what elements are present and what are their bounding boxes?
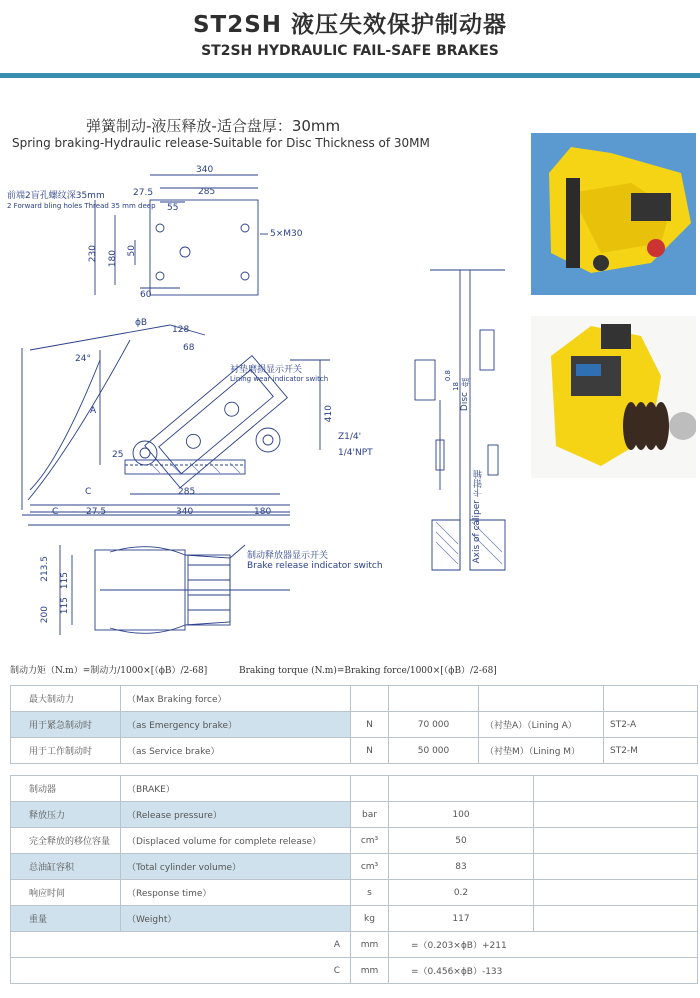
row-label-cn: 释放压力 bbox=[11, 802, 121, 828]
row-unit: cm³ bbox=[351, 828, 389, 854]
row-label-en: （Total cylinder volume） bbox=[121, 854, 351, 880]
row-label-cn: 响应时间 bbox=[11, 880, 121, 906]
holes-label-en: 2 Forward bling holes Thread 35 mm deep bbox=[7, 202, 156, 210]
row-unit: kg bbox=[351, 906, 389, 932]
row-lining: （衬垫A）（Lining A） bbox=[479, 712, 604, 738]
product-photo-top bbox=[531, 133, 696, 295]
dim-c: C bbox=[85, 487, 92, 497]
row-value: 0.2 bbox=[389, 880, 534, 906]
dim-285b: 285 bbox=[178, 487, 196, 497]
page-title: ST2SH 液压失效保护制动器 bbox=[192, 12, 508, 38]
row-value bbox=[389, 776, 534, 802]
row-label-en: （as Service brake） bbox=[121, 738, 351, 764]
axis-label-cn: 卡钳轴 bbox=[474, 470, 484, 497]
torque-formula bbox=[10, 663, 497, 676]
product-photo-bottom bbox=[531, 316, 696, 478]
disc-label-en: Disc bbox=[460, 392, 470, 412]
dim-a: A bbox=[90, 406, 97, 416]
dim-0-8: 0.8 bbox=[444, 370, 452, 382]
torque-formula-en: Braking torque (N.m)=Braking force/1000×[（ϕB）/2-68] bbox=[239, 666, 497, 676]
row-label-cn: 制动器 bbox=[11, 776, 121, 802]
disc-label-cn: 盘 bbox=[462, 378, 472, 387]
bottom-dim-c: C bbox=[52, 507, 59, 517]
table-row bbox=[11, 828, 698, 854]
row-label-cn: 完全释放的移位容量 bbox=[11, 828, 121, 854]
row-label-cn: 重量 bbox=[11, 906, 121, 932]
dim-55: 55 bbox=[167, 203, 179, 213]
dim-50: 50 bbox=[127, 245, 137, 257]
table-row bbox=[11, 686, 698, 712]
bottom-dim-minus: - bbox=[72, 507, 76, 517]
dim-230: 230 bbox=[88, 245, 98, 263]
row-unit bbox=[351, 776, 389, 802]
formula-unit-a: mm bbox=[351, 932, 389, 958]
dim-128: 128 bbox=[172, 325, 190, 335]
top-view-plate bbox=[150, 200, 258, 295]
row-model: ST2-A bbox=[604, 712, 698, 738]
row-label-cn: 用于紧急制动时 bbox=[11, 712, 121, 738]
title-divider bbox=[0, 73, 700, 78]
row-value: 50 000 bbox=[389, 738, 479, 764]
row-unit: N bbox=[351, 712, 389, 738]
bottom-dim-180: 180 bbox=[254, 507, 272, 517]
table-row bbox=[11, 712, 698, 738]
braking-force-table bbox=[10, 685, 698, 764]
row-value: 117 bbox=[389, 906, 534, 932]
row-value: 100 bbox=[389, 802, 534, 828]
row-model: ST2-M bbox=[604, 738, 698, 764]
table-row bbox=[11, 776, 698, 802]
dim-27-5: 27.5 bbox=[133, 188, 154, 198]
dim-213-5: 213.5 bbox=[40, 556, 50, 582]
row-label-cn: 用于工作制动时 bbox=[11, 738, 121, 764]
row-label-cn: 总油缸容积 bbox=[11, 854, 121, 880]
table-row bbox=[11, 958, 698, 984]
row-label-en: （Weight） bbox=[121, 906, 351, 932]
spec-heading-cn: 弹簧制动-液压释放-适合盘厚：30mm bbox=[86, 117, 341, 135]
row-unit bbox=[351, 686, 389, 712]
spec-heading-en: Spring braking-Hydraulic release-Suitable for Disc Thickness of 30MM bbox=[12, 136, 430, 150]
dim-phib: ϕB bbox=[135, 318, 148, 328]
table-row bbox=[11, 854, 698, 880]
dim-410: 410 bbox=[324, 405, 334, 423]
lining-switch-cn: 衬垫磨损显示开关 bbox=[230, 365, 303, 375]
row-value: 83 bbox=[389, 854, 534, 880]
table-row bbox=[11, 738, 698, 764]
formula-unit-c: mm bbox=[351, 958, 389, 984]
table-row bbox=[11, 802, 698, 828]
technical-drawing bbox=[0, 160, 525, 655]
row-unit: N bbox=[351, 738, 389, 764]
port-z14: Z1/4' bbox=[338, 432, 362, 442]
table-row bbox=[11, 880, 698, 906]
dim-115a: 115 bbox=[60, 572, 70, 590]
port-npt: 1/4'NPT bbox=[338, 448, 373, 458]
brake-spec-table bbox=[10, 775, 698, 984]
dim-25: 25 bbox=[112, 450, 124, 460]
formula-label-c: C bbox=[11, 958, 351, 984]
row-unit: cm³ bbox=[351, 854, 389, 880]
dim-18: 18 bbox=[452, 382, 460, 391]
dim-285: 285 bbox=[198, 187, 216, 197]
row-value bbox=[389, 686, 479, 712]
row-label-en: （BRAKE） bbox=[121, 776, 351, 802]
dim-200: 200 bbox=[40, 606, 50, 624]
page-subtitle-en: ST2SH HYDRAULIC FAIL-SAFE BRAKES bbox=[201, 43, 499, 59]
row-value: 70 000 bbox=[389, 712, 479, 738]
axis-label-en: Axis of caliper bbox=[472, 500, 482, 564]
table-row bbox=[11, 906, 698, 932]
dim-5xm30: 5×M30 bbox=[270, 229, 303, 239]
formula-value-a: =（0.203×ϕB）+211 bbox=[389, 932, 698, 958]
row-unit: bar bbox=[351, 802, 389, 828]
row-label-en: （Max Braking force） bbox=[121, 686, 351, 712]
bottom-dim-340: 340 bbox=[176, 507, 194, 517]
row-label-en: （Displaced volume for complete release） bbox=[121, 828, 351, 854]
row-label-en: （Response time） bbox=[121, 880, 351, 906]
row-label-en: （Release pressure） bbox=[121, 802, 351, 828]
lining-switch-en: Lining wear indicator switch bbox=[230, 375, 329, 383]
dim-24deg: 24° bbox=[75, 354, 91, 364]
release-switch-en: Brake release indicator switch bbox=[247, 561, 383, 571]
table-row bbox=[11, 932, 698, 958]
dim-60: 60 bbox=[140, 290, 152, 300]
torque-formula-cn: 制动力矩（N.m）=制动力/1000×[（ϕB）/2-68] bbox=[10, 666, 208, 676]
row-unit: s bbox=[351, 880, 389, 906]
row-lining: （衬垫M）（Lining M） bbox=[479, 738, 604, 764]
holes-label-cn: 前端2盲孔螺纹深35mm bbox=[7, 191, 105, 201]
dim-180: 180 bbox=[108, 250, 118, 268]
row-label-en: （as Emergency brake） bbox=[121, 712, 351, 738]
dim-340: 340 bbox=[196, 165, 214, 175]
row-label-cn: 最大制动力 bbox=[11, 686, 121, 712]
release-switch-cn: 制动释放器显示开关 bbox=[247, 551, 329, 561]
bottom-dim-27-5: 27.5 bbox=[86, 507, 107, 517]
row-model bbox=[604, 686, 698, 712]
row-value: 50 bbox=[389, 828, 534, 854]
dim-68: 68 bbox=[183, 343, 195, 353]
row-lining bbox=[479, 686, 604, 712]
dim-115b: 115 bbox=[60, 597, 70, 615]
formula-label-a: A bbox=[11, 932, 351, 958]
formula-value-c: =（0.456×ϕB）-133 bbox=[389, 958, 698, 984]
